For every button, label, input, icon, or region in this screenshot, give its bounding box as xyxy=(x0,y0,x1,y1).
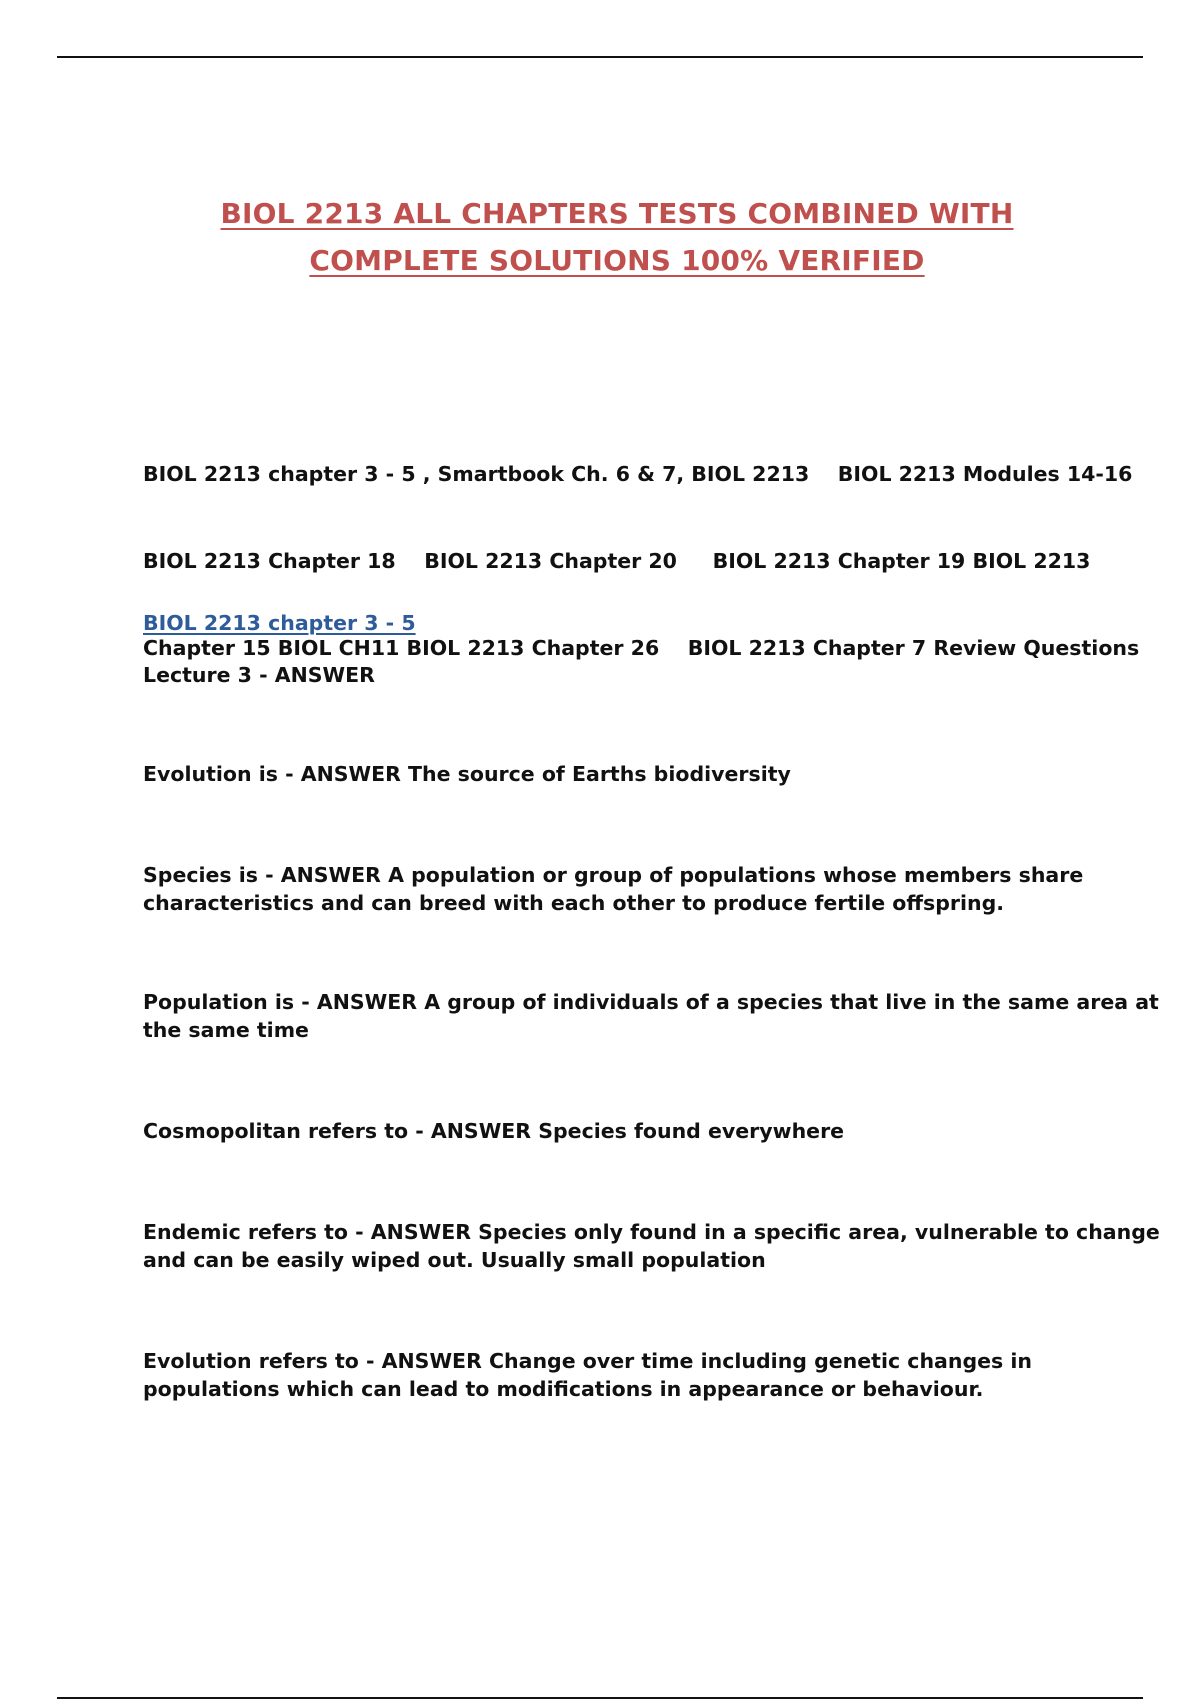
contents-line: BIOL 2213 chapter 3 - 5 , Smartbook Ch. 6 & 7, BIOL 2213 BIOL 2213 Modules 14-16 xyxy=(143,462,1133,486)
qa-line: populations which can lead to modifications in appearance or behaviour. xyxy=(143,1377,984,1401)
title-line: BIOL 2213 ALL CHAPTERS TESTS COMBINED WITH xyxy=(220,197,1014,230)
qa-line: Population is - ANSWER A group of individuals of a species that live in the same area at xyxy=(143,990,1159,1014)
qa-entry xyxy=(143,1347,1123,1403)
qa-line: and can be easily wiped out. Usually small population xyxy=(143,1248,766,1272)
qa-line: Evolution is - ANSWER The source of Earths biodiversity xyxy=(143,762,791,786)
qa-entry xyxy=(143,661,1123,689)
qa-line: Species is - ANSWER A population or group of populations whose members share xyxy=(143,863,1084,887)
header-rule xyxy=(57,56,1143,58)
qa-line: the same time xyxy=(143,1018,309,1042)
qa-entry xyxy=(143,861,1123,917)
contents-paragraph xyxy=(143,402,1143,692)
qa-line: Evolution refers to - ANSWER Change over time including genetic changes in xyxy=(143,1349,1032,1373)
qa-line: Cosmopolitan refers to - ANSWER Species found everywhere xyxy=(143,1119,845,1143)
qa-entry xyxy=(143,760,1123,788)
contents-line: Chapter 15 BIOL CH11 BIOL 2213 Chapter 26 BIOL 2213 Chapter 7 Review Questions xyxy=(143,636,1140,660)
title-line: COMPLETE SOLUTIONS 100% VERIFIED xyxy=(309,244,925,277)
document-title xyxy=(0,190,1200,284)
footer-rule xyxy=(57,1697,1143,1699)
qa-line: Endemic refers to - ANSWER Species only found in a specific area, vulnerable to change xyxy=(143,1220,1160,1244)
qa-entry xyxy=(143,1117,1123,1145)
contents-line: BIOL 2213 Chapter 18 BIOL 2213 Chapter 20 BIOL 2213 Chapter 19 BIOL 2213 xyxy=(143,549,1091,573)
qa-line: characteristics and can breed with each other to produce fertile offspring. xyxy=(143,891,1005,915)
section-heading-link[interactable]: BIOL 2213 chapter 3 - 5 xyxy=(143,611,416,635)
qa-line: Lecture 3 - ANSWER xyxy=(143,663,375,687)
qa-entry xyxy=(143,988,1159,1044)
qa-entry xyxy=(143,1218,1160,1274)
